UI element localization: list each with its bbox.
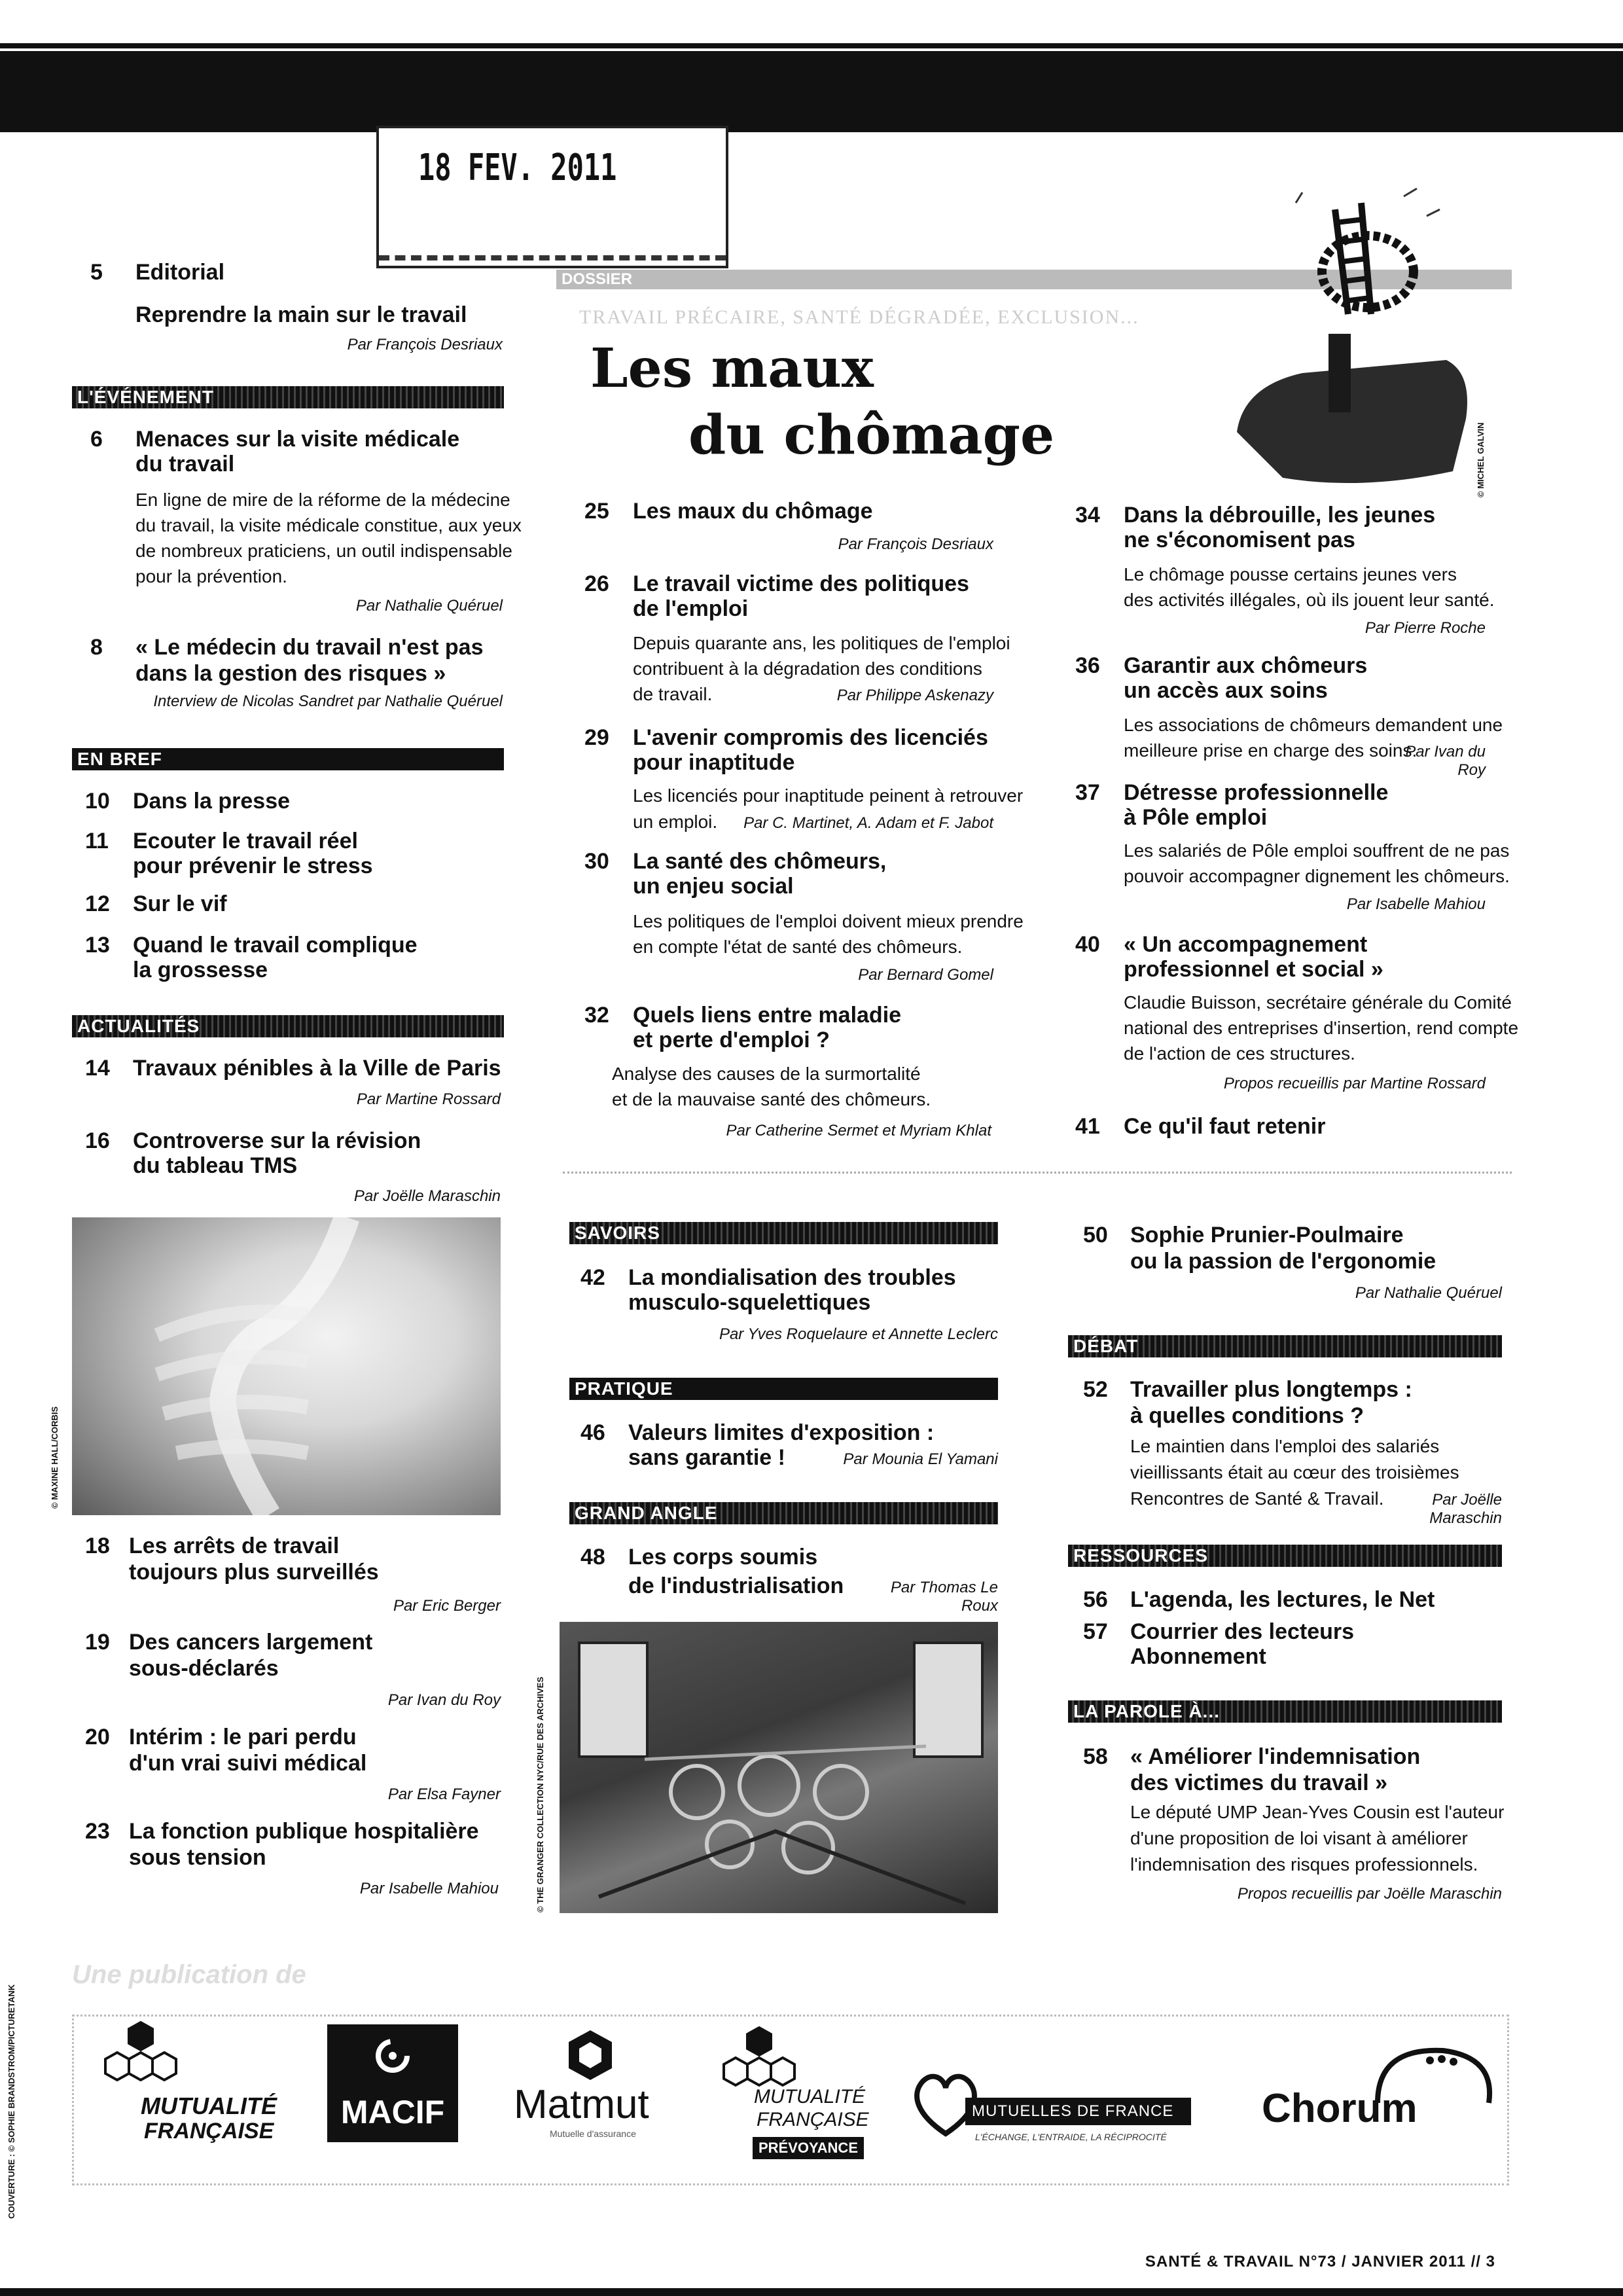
entry-title[interactable]: sous-déclarés [129,1656,279,1681]
entry-author: Par Catherine Sermet et Myriam Khlat [726,1122,991,1139]
entry-title[interactable]: du travail [135,452,235,476]
entry-title[interactable]: « Améliorer l'indemnisation [1130,1744,1421,1769]
entry-title[interactable]: musculo-squelettiques [628,1290,871,1315]
entry-num: 12 [85,891,110,916]
mutuelles-logo-tagline: L'ÉCHANGE, L'ENTRAIDE, LA RÉCIPROCITÉ [975,2132,1167,2142]
entry-title[interactable]: Sophie Prunier-Poulmaire [1130,1223,1404,1247]
entry-title[interactable]: Des cancers largement [129,1630,373,1655]
factory-engraving [560,1622,998,1913]
section-debat: DÉBAT [1068,1335,1502,1357]
section-en-bref: EN BREF [72,748,504,770]
dossier-subtitle: TRAVAIL PRÉCAIRE, SANTÉ DÉGRADÉE, EXCLUSION... [579,306,1139,328]
entry-title[interactable]: Les corps soumis [628,1545,818,1570]
entry-desc: de nombreux praticiens, un outil indispensable [135,541,512,561]
entry-title[interactable]: Valeurs limites d'exposition : [628,1420,935,1445]
entry-num: 20 [85,1725,110,1749]
prevoyance-badge: PRÉVOYANCE [753,2137,864,2159]
mutualite-prevoyance-line1: MUTUALITÉ [754,2086,866,2108]
entry-desc: de l'action de ces structures. [1124,1043,1355,1064]
section-parole: LA PAROLE À... [1068,1700,1502,1723]
entry-title[interactable]: et perte d'emploi ? [633,1028,830,1052]
entry-desc: et de la mauvaise santé des chômeurs. [612,1089,931,1109]
section-grand-angle: GRAND ANGLE [569,1502,998,1524]
macif-logo [327,2024,458,2142]
section-ressources: RESSOURCES [1068,1545,1502,1567]
mutuelles-logo-text: MUTUELLES DE FRANCE [965,2098,1191,2125]
entry-title[interactable]: Sur le vif [133,891,227,916]
entry-title[interactable]: de l'emploi [633,596,749,621]
entry-title[interactable]: des victimes du travail » [1130,1770,1388,1795]
entry-desc: en compte l'état de santé des chômeurs. [633,937,963,957]
entry-num: 29 [584,725,609,750]
matmut-emblem-icon [567,2029,613,2081]
entry-desc: de travail. [633,684,713,704]
dossier-band: DOSSIER [556,270,1512,289]
entry-desc: Rencontres de Santé & Travail. [1130,1488,1384,1509]
entry-author: Interview de Nicolas Sandret par Nathalie Quéruel [153,692,503,710]
section-actualites: ACTUALITÉS [72,1015,504,1037]
entry-num: 48 [580,1545,605,1570]
entry-title[interactable]: Travailler plus longtemps : [1130,1377,1412,1402]
entry-title[interactable]: L'agenda, les lectures, le Net [1130,1587,1435,1612]
dossier-headline-line1: Les maux [590,337,874,400]
entry-num: 41 [1075,1114,1100,1139]
entry-num: 6 [90,427,103,452]
entry-desc: du travail, la visite médicale constitue, aux yeux [135,515,522,535]
entry-title[interactable]: Courrier des lecteurs [1130,1619,1355,1644]
entry-title[interactable]: Dans la débrouille, les jeunes [1124,503,1436,528]
entry-title[interactable]: Intérim : le pari perdu [129,1725,357,1749]
entry-desc: Le député UMP Jean-Yves Cousin est l'auteur [1130,1802,1505,1822]
entry-title[interactable]: Travaux pénibles à la Ville de Paris [133,1056,501,1081]
entry-title[interactable]: dans la gestion des risques » [135,661,446,686]
entry-desc: Analyse des causes de la surmortalité [612,1064,921,1084]
entry-title[interactable]: ne s'économisent pas [1124,528,1355,552]
entry-desc: Les salariés de Pôle emploi souffrent de ne pas [1124,840,1510,861]
entry-title[interactable]: du tableau TMS [133,1153,298,1178]
dossier-photo-credit: © MICHEL GALVIN [1476,422,1486,497]
entry-num: 52 [1083,1377,1108,1402]
entry-title[interactable]: professionnel et social » [1124,957,1383,982]
entry-title[interactable]: Les maux du chômage [633,499,873,524]
entry-num: 10 [85,789,110,814]
entry-title[interactable]: Le travail victime des politiques [633,571,969,596]
entry-desc: pouvoir accompagner dignement les chômeurs. [1124,866,1510,886]
entry-author: Propos recueillis par Martine Rossard [1223,1075,1486,1092]
entry-title[interactable]: Dans la presse [133,789,291,814]
bottom-rule [0,2288,1623,2296]
entry-num: 42 [580,1265,605,1290]
xray-shoulder-photo [72,1217,501,1515]
editorial-label[interactable]: Editorial [135,260,225,285]
entry-title[interactable]: Quels liens entre maladie [633,1003,902,1028]
entry-num: 40 [1075,932,1100,957]
entry-title[interactable]: de l'industrialisation [628,1573,844,1598]
entry-num: 8 [90,635,103,660]
entry-title[interactable]: La santé des chômeurs, [633,849,887,874]
entry-author: Par François Desriaux [838,535,993,553]
section-evenement: L'ÉVÉNEMENT [72,386,504,408]
entry-desc: En ligne de mire de la réforme de la médecine [135,490,510,510]
entry-author: Propos recueillis par Joëlle Maraschin [1237,1885,1502,1903]
entry-author: Par Ivan du Roy [1405,743,1486,779]
entry-author: Par Bernard Gomel [858,966,993,984]
entry-title[interactable]: Les arrêts de travail [129,1534,340,1558]
entry-title[interactable]: « Le médecin du travail n'est pas [135,635,484,660]
entry-desc: contribuent à la dégradation des conditions [633,658,982,679]
entry-title[interactable]: « Un accompagnement [1124,932,1368,957]
entry-title[interactable]: Controverse sur la révision [133,1128,421,1153]
entry-num: 57 [1083,1619,1108,1644]
macif-swirl-icon [373,2036,412,2075]
section-pratique: PRATIQUE [569,1378,998,1400]
entry-author: Par Pierre Roche [1364,619,1486,637]
entry-num: 56 [1083,1587,1108,1612]
entry-desc: pour la prévention. [135,566,287,586]
entry-num: 50 [1083,1223,1108,1247]
entry-title[interactable]: L'avenir compromis des licenciés [633,725,988,750]
entry-num: 32 [584,1003,609,1028]
entry-desc: Les associations de chômeurs demandent une [1124,715,1503,735]
entry-title[interactable]: pour inaptitude [633,750,795,775]
entry-author: Par Eric Berger [393,1597,501,1615]
entry-title[interactable]: Abonnement [1130,1644,1266,1669]
mutualite-prevoyance-line2: FRANÇAISE [757,2109,869,2130]
entry-title[interactable]: la grossesse [133,958,268,982]
shoulder-photo-credit: © MAXINE HALL/CORBIS [50,1406,60,1509]
entry-desc: d'une proposition de loi visant à améliorer [1130,1828,1468,1848]
entry-title[interactable]: Menaces sur la visite médicale [135,427,460,452]
entry-title[interactable]: sous tension [129,1845,266,1870]
entry-desc: des activités illégales, où ils jouent leur santé. [1124,590,1495,610]
publication-label: Une publication de [72,1960,306,1989]
entry-author: Par Nathalie Quéruel [1355,1284,1502,1302]
top-rule [0,43,1623,48]
entry-title[interactable]: Quand le travail complique [133,933,418,958]
entry-author: Par C. Martinet, A. Adam et F. Jabot [743,814,993,832]
entry-num: 11 [85,829,109,853]
matmut-logo-text: Matmut [514,2082,649,2127]
entry-num: 18 [85,1534,110,1558]
macif-logo-text: MACIF [340,2094,445,2130]
entry-num: 34 [1075,503,1100,528]
entry-title[interactable]: Ce qu'il faut retenir [1124,1114,1326,1139]
entry-num: 46 [580,1420,605,1445]
xray-bones-graphic [72,1217,501,1515]
entry-desc: Claudie Buisson, secrétaire générale du Comité [1124,992,1512,1013]
dossier-headline-line2: du chômage [688,404,1055,467]
entry-title[interactable]: Garantir aux chômeurs [1124,653,1368,678]
entry-author: Par Ivan du Roy [387,1691,501,1709]
entry-desc: Les politiques de l'emploi doivent mieux prendre [633,911,1024,931]
entry-author: Par Isabelle Mahiou [359,1880,499,1897]
stamp-dash [379,255,726,260]
stamp-date: 18 FEV. 2011 [418,147,617,189]
entry-num: 14 [85,1056,110,1081]
entry-title[interactable]: un accès aux soins [1124,678,1328,703]
entry-author: Par Philippe Askenazy [836,687,993,704]
entry-author: Par Martine Rossard [356,1090,501,1108]
entry-num: 26 [584,571,609,596]
entry-title[interactable]: toujours plus surveillés [129,1560,379,1585]
entry-author: Par Elsa Fayner [387,1785,501,1803]
entry-title[interactable]: à quelles conditions ? [1130,1403,1364,1428]
chorum-logo-text: Chorum [1262,2086,1418,2131]
section-savoirs: SAVOIRS [569,1222,998,1244]
matmut-logo-sub: Mutuelle d'assurance [550,2128,636,2139]
entry-title[interactable]: ou la passion de l'ergonomie [1130,1249,1436,1274]
ladder-illustration [1230,183,1479,491]
entry-desc: Les licenciés pour inaptitude peinent à retrouver [633,785,1024,806]
entry-desc: Depuis quarante ans, les politiques de l'emploi [633,633,1010,653]
date-stamp [376,126,728,268]
dossier-end-rule [563,1172,1512,1174]
entry-title[interactable]: sans garantie ! [628,1445,785,1470]
editorial-num: 5 [90,260,103,285]
entry-author: Par Joëlle Maraschin [353,1187,501,1205]
entry-num: 23 [85,1819,110,1844]
editorial-author: Par François Desriaux [347,336,503,353]
entry-desc: l'indemnisation des risques professionnels. [1130,1854,1478,1874]
entry-desc: Le maintien dans l'emploi des salariés [1130,1436,1440,1456]
entry-author: Par Yves Roquelaure et Annette Leclerc [719,1325,998,1343]
entry-num: 58 [1083,1744,1108,1769]
entry-author: Par Nathalie Quéruel [355,597,503,615]
entry-title[interactable]: La fonction publique hospitalière [129,1819,479,1844]
entry-author: Par Joëlle Maraschin [1429,1491,1502,1527]
entry-desc: national des entreprises d'insertion, rend compte [1124,1018,1519,1038]
entry-num: 30 [584,849,609,874]
entry-num: 16 [85,1128,110,1153]
entry-num: 37 [1075,780,1100,805]
cover-credit: COUVERTURE : © SOPHIE BRANDSTROM/PICTURETANK [7,1984,16,2219]
entry-desc: vieillissants était au cœur des troisièmes [1130,1462,1459,1482]
entry-title[interactable]: Détresse professionnelle [1124,780,1389,805]
entry-desc: meilleure prise en charge des soins. [1124,740,1418,761]
mutualite-logo-line2: FRANÇAISE [144,2119,274,2144]
entry-title[interactable]: pour prévenir le stress [133,853,373,878]
entry-title[interactable]: à Pôle emploi [1124,805,1268,830]
machinery-graphic [560,1622,998,1913]
entry-desc: un emploi. [633,812,718,832]
entry-num: 36 [1075,653,1100,678]
entry-num: 19 [85,1630,110,1655]
entry-title[interactable]: d'un vrai suivi médical [129,1751,367,1776]
page-footer: SANTÉ & TRAVAIL N°73 / JANVIER 2011 // 3 [1145,2253,1495,2270]
entry-author: Par Mounia El Yamani [843,1450,998,1468]
masthead-bar [0,51,1623,132]
entry-num: 25 [584,499,609,524]
entry-title[interactable]: Ecouter le travail réel [133,829,358,853]
entry-num: 13 [85,933,110,958]
entry-title[interactable]: un enjeu social [633,874,794,899]
factory-photo-credit: © THE GRANGER COLLECTION NYC/RUE DES ARCHIVES [535,1676,545,1912]
entry-author: Par Thomas Le Roux [890,1579,998,1615]
entry-title[interactable]: La mondialisation des troubles [628,1265,956,1290]
editorial-title[interactable]: Reprendre la main sur le travail [135,302,467,327]
mutualite-logo-line1: MUTUALITÉ [141,2092,277,2119]
entry-desc: Le chômage pousse certains jeunes vers [1124,564,1457,584]
entry-author: Par Isabelle Mahiou [1346,895,1486,913]
